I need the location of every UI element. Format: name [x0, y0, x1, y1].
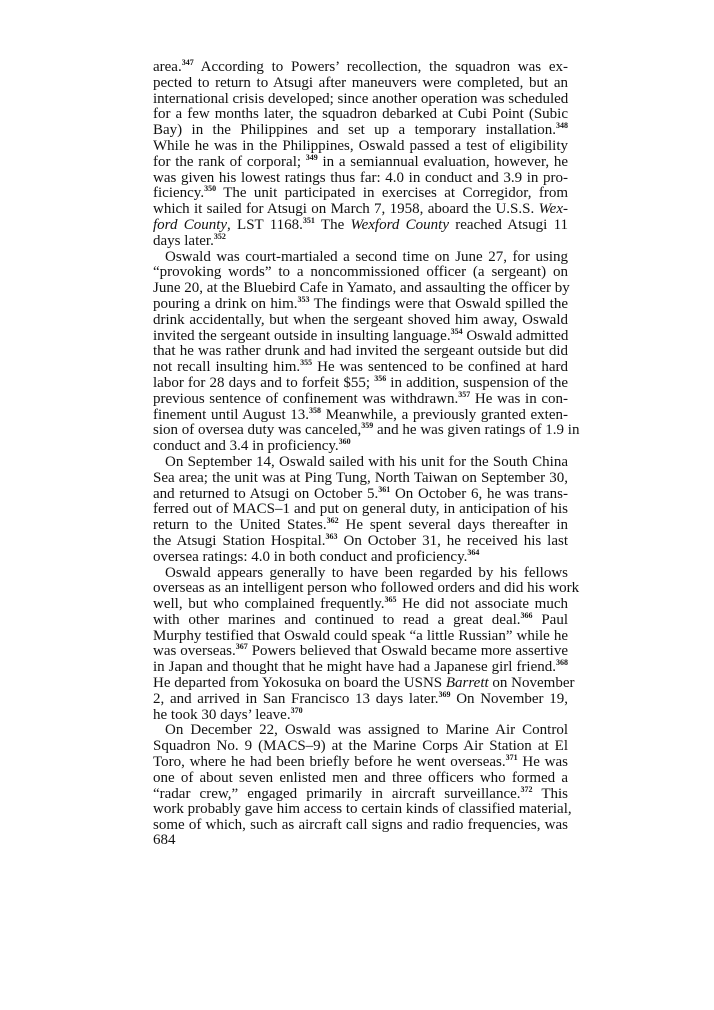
text-run: pouring a drink on him.: [153, 295, 298, 312]
text-line: [153, 186, 568, 202]
text-run: Murphy testified that Oswald could speak “a little Russian” while he: [153, 627, 568, 644]
text-line: [153, 801, 572, 818]
paragraph: [153, 722, 572, 834]
text-line: [153, 755, 568, 771]
italic-text: Barrett: [445, 675, 489, 692]
text-line: [153, 344, 568, 360]
text-line: [153, 518, 568, 534]
footnote-reference: 354: [450, 326, 463, 336]
text-run: previous sentence of confinement was withdrawn.: [153, 390, 459, 407]
paragraph: [153, 248, 580, 455]
footnote-reference: 356: [374, 373, 387, 383]
text-run: The unit participated in exercises at Corregidor, from: [216, 185, 568, 202]
text-run: Oswald admitted: [462, 327, 569, 344]
footnote-reference: 360: [338, 437, 351, 447]
text-run: return to the United States.: [153, 517, 327, 534]
footnote-reference: 355: [300, 358, 313, 368]
text-line: [153, 421, 580, 439]
text-run: international crisis developed; since another operation was scheduled: [153, 90, 569, 107]
text-line: [153, 531, 568, 550]
text-run: was given his lowest ratings thus far: 4.0 in conduct and 3.9 in pro-: [153, 169, 568, 186]
text-line: [153, 389, 568, 408]
text-line: [153, 202, 568, 218]
text-run: He did not associate much: [396, 596, 569, 613]
text-run: overseas as an intelligent person who followed orders and did his work: [153, 580, 580, 597]
text-run: On December 22, Oswald was assigned to Marine Air Control: [165, 722, 568, 739]
text-run: “provoking words” to a noncommissioned officer (a sergeant) on: [153, 264, 568, 281]
text-run: for the rank of corporal;: [153, 153, 306, 170]
text-run: work probably gave him access to certain kinds of classified material,: [153, 801, 572, 818]
text-line: [153, 231, 568, 250]
footnote-reference: 352: [213, 231, 226, 241]
text-line: [153, 547, 568, 566]
footnote-reference: 351: [302, 215, 315, 225]
text-run: one of about seven enlisted men and three officers who formed a: [153, 769, 568, 786]
text-line: [153, 784, 568, 803]
text-line: [153, 771, 568, 787]
text-run: well, but who complained frequently.: [153, 596, 385, 613]
text-run: oversea ratings: 4.0 in both conduct and proficiency.: [153, 548, 468, 565]
footnote-reference: 369: [438, 689, 451, 699]
text-run: Paul: [532, 611, 568, 628]
text-run: not recall insulting him.: [153, 359, 301, 376]
text-line: [153, 597, 568, 613]
text-run: with other marines and continued to read a great deal.: [153, 611, 521, 628]
text-run: Powers believed that Oswald became more assertive: [247, 643, 568, 660]
footnote-reference: 370: [290, 705, 303, 715]
footnote-reference: 359: [361, 421, 374, 431]
footnote-reference: 362: [326, 516, 339, 526]
text-line: [153, 294, 568, 313]
text-run: Sea area; the unit was at Ping Tung, North Taiwan on September 30,: [153, 469, 568, 486]
text-run: Meanwhile, a previously granted exten-: [321, 406, 568, 423]
text-line: [153, 92, 568, 108]
text-run: Oswald was court-martialed a second time on June 27, for using: [165, 248, 568, 265]
text-line: [153, 660, 568, 676]
footnote-reference: 353: [297, 294, 310, 304]
text-run: days later.: [153, 232, 214, 249]
text-run: He departed from Yokosuka on board the USNS: [153, 675, 446, 692]
text-run: Squadron No. 9 (MACS–9) at the Marine Corps Air Station at El: [153, 738, 568, 755]
page-number: 684: [153, 832, 176, 848]
footnote-reference: 363: [325, 531, 338, 541]
text-run: for a few months later, the squadron debarked at Cubi Point (Subic: [153, 106, 568, 123]
text-run: 2, and arrived in San Francisco 13 days later.: [153, 690, 439, 707]
paragraph: [153, 455, 568, 566]
text-run: ficiency.: [153, 185, 205, 202]
paragraph: [153, 60, 568, 250]
text-line: [153, 152, 568, 171]
text-run: He was in con-: [470, 390, 568, 407]
text-run: He was: [517, 754, 568, 771]
text-run: sion of oversea duty was canceled,: [153, 422, 362, 439]
footnote-reference: 367: [235, 642, 248, 652]
footnote-reference: 366: [520, 610, 533, 620]
text-run: June 20, at the Bluebird Cafe in Yamato, and assaulting the officer by: [153, 280, 570, 297]
footnote-reference: 350: [204, 184, 217, 194]
text-line: [153, 250, 568, 266]
footnote-reference: 348: [556, 121, 568, 131]
paragraph: [153, 564, 580, 724]
text-line: [153, 566, 568, 582]
text-run: While he was in the Philippines, Oswald passed a test of eligibility: [153, 137, 568, 154]
text-run: reached Atsugi 11: [448, 216, 569, 233]
footnote-reference: 358: [309, 405, 322, 415]
text-line: [153, 139, 568, 155]
text-run: labor for 28 days and to forfeit $55;: [153, 374, 375, 391]
text-run: This: [532, 785, 568, 802]
text-run: “radar crew,” engaged primarily in aircraft surveillance.: [153, 785, 521, 802]
footnote-reference: 361: [378, 484, 391, 494]
text-run: in Japan and thought that he might have had a Japanese girl friend.: [153, 659, 556, 676]
text-line: [153, 281, 568, 297]
text-run: On October 6, he was trans-: [390, 485, 568, 502]
footnote-reference: 368: [556, 658, 568, 668]
text-run: On November 19,: [450, 690, 568, 707]
text-run: The findings were that Oswald spilled the: [309, 295, 568, 312]
text-line: [153, 326, 569, 345]
text-line: [153, 675, 575, 692]
text-run: ferred out of MACS–1 and put on general duty, in anticipation of his: [153, 501, 568, 518]
footnote-reference: 364: [467, 547, 480, 557]
text-run: which it sailed for Atsugi on March 7, 1958, aboard the U.S.S.: [153, 201, 539, 218]
text-run: in addition, suspension of the: [386, 374, 568, 391]
text-line: [153, 484, 568, 503]
text-line: [153, 313, 568, 329]
text-run: He spent several days thereafter in: [338, 517, 568, 534]
italic-text: ford County: [153, 216, 228, 233]
document-body: [153, 58, 580, 834]
text-run: pected to return to Atsugi after maneuvers were completed, but an: [153, 74, 568, 91]
text-line: [153, 723, 568, 739]
text-run: Bay) in the Philippines and set up a temporary installation.: [153, 122, 556, 139]
text-line: [153, 107, 568, 123]
text-run: Oswald appears generally to have been regarded by his fellows: [165, 564, 568, 581]
text-line: [153, 373, 568, 392]
text-run: and he was given ratings of 1.9 in: [373, 422, 580, 439]
text-run: invited the sergeant outside in insulting language.: [153, 327, 451, 344]
text-run: The: [314, 216, 351, 233]
text-line: [153, 644, 568, 660]
text-line: [153, 610, 568, 629]
footnote-reference: 357: [458, 389, 471, 399]
text-run: He was sentenced to be confined at hard: [312, 359, 568, 376]
text-line: [153, 76, 568, 92]
text-run: he took 30 days’ leave.: [153, 706, 291, 723]
text-run: some of which, such as aircraft call signs and radio frequencies, was: [153, 817, 568, 834]
text-run: conduct and 3.4 in proficiency.: [153, 438, 339, 455]
italic-text: Wexford County: [350, 216, 449, 233]
text-line: [153, 818, 568, 834]
footnote-reference: 371: [505, 753, 518, 763]
text-line: [153, 360, 568, 376]
text-run: On September 14, Oswald sailed with his unit for the South China: [165, 453, 568, 470]
text-line: [153, 689, 568, 708]
text-line: [153, 265, 568, 281]
italic-text: Wex-: [538, 201, 568, 218]
text-run: drink accidentally, but when the sergeant shoved him away, Oswald: [153, 311, 568, 328]
footnote-reference: 365: [384, 595, 397, 605]
text-run: Toro, where he had been briefly before he went overseas.: [153, 754, 506, 771]
footnote-reference: 349: [305, 152, 318, 162]
text-line: [153, 439, 568, 455]
text-run: was overseas.: [153, 643, 236, 660]
text-run: On October 31, he received his last: [337, 532, 568, 549]
text-line: [153, 123, 568, 139]
text-run: finement until August 13.: [153, 406, 310, 423]
footnote-reference: 347: [181, 58, 194, 67]
text-line: [153, 580, 580, 597]
text-run: in a semiannual evaluation, however, he: [317, 153, 568, 170]
text-line: [153, 60, 568, 76]
text-run: on November: [488, 675, 575, 692]
text-run: area.: [153, 59, 182, 75]
text-run: that he was rather drunk and had invited the sergeant outside but did: [153, 343, 568, 360]
text-line: [153, 455, 568, 471]
text-run: the Atsugi Station Hospital.: [153, 532, 326, 549]
text-run: According to Powers’ recollection, the squadron was ex-: [193, 59, 568, 75]
text-run: and returned to Atsugi on October 5.: [153, 485, 379, 502]
text-line: [153, 705, 568, 724]
footnote-reference: 372: [520, 784, 533, 794]
text-line: [153, 471, 568, 487]
text-run: , LST 1168.: [227, 216, 303, 233]
text-line: [153, 502, 568, 518]
